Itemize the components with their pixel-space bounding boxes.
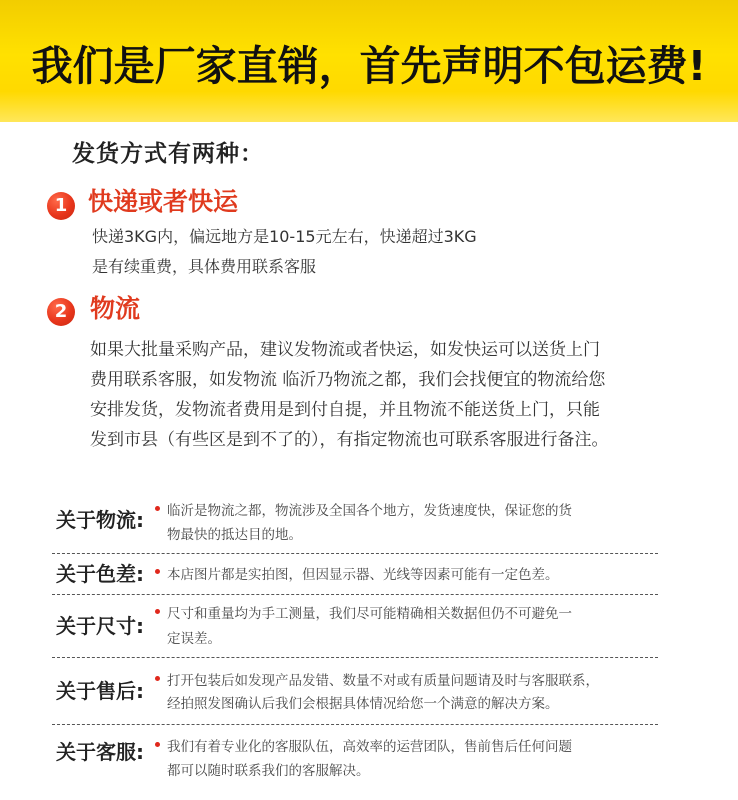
about-after-sales-line-2: 经拍照发图确认后我们会根据具体情况给您一个满意的解决方案。 xyxy=(167,696,559,712)
method-express-line-1: 快递3KG内，偏远地方是10-15元左右，快递超过3KG xyxy=(92,227,477,246)
method-logistics-line-4: 发到市县（有些区是到不了的），有指定物流也可联系客服进行备注。 xyxy=(90,430,609,450)
method-logistics-line-1: 如果大批量采购产品，建议发物流或者快运，如发快运可以送货上门 xyxy=(90,340,600,360)
number-badge-1: 1 xyxy=(47,192,75,220)
about-service-line-2: 都可以随时联系我们的客服解决。 xyxy=(167,763,370,779)
about-service-line-1: 我们有着专业化的客服队伍，高效率的运营团队，售前售后任何问题 xyxy=(167,739,572,755)
number-badge-2: 2 xyxy=(47,298,75,326)
dashed-divider xyxy=(52,553,658,554)
dashed-divider xyxy=(52,594,658,595)
method-title-express: 快递或者快运 xyxy=(88,187,239,216)
dashed-divider xyxy=(52,724,658,725)
method-logistics-line-3: 安排发货，发物流者费用是到付自提，并且物流不能送货上门，只能 xyxy=(90,400,600,420)
about-size-line-2: 定误差。 xyxy=(167,631,221,647)
shipping-intro-heading: 发货方式有两种： xyxy=(72,141,264,167)
method-express-line-2: 是有续重费，具体费用联系客服 xyxy=(92,257,317,276)
method-title-logistics: 物流 xyxy=(90,294,141,323)
bullet-dot xyxy=(155,609,160,614)
about-color-line-1: 本店图片都是实拍图，但因显示器、光线等因素可能有一定色差。 xyxy=(167,567,559,583)
banner-title: 我们是厂家直销，首先声明不包运费! xyxy=(31,42,707,90)
about-label-customer-service: 关于客服: xyxy=(56,740,144,764)
about-label-after-sales: 关于售后: xyxy=(56,679,144,703)
header-banner xyxy=(0,0,738,122)
about-label-size: 关于尺寸: xyxy=(56,614,144,638)
about-size-line-1: 尺寸和重量均为手工测量，我们尽可能精确相关数据但仍不可避免一 xyxy=(167,606,572,622)
bullet-dot xyxy=(155,742,160,747)
bullet-dot xyxy=(155,676,160,681)
bullet-dot xyxy=(155,569,160,574)
about-logistics-line-1: 临沂是物流之都，物流涉及全国各个地方，发货速度快，保证您的货 xyxy=(167,503,572,519)
about-label-color: 关于色差: xyxy=(56,562,144,586)
about-logistics-line-2: 物最快的抵达目的地。 xyxy=(167,527,302,543)
about-label-logistics: 关于物流: xyxy=(56,508,144,532)
about-after-sales-line-1: 打开包装后如发现产品发错、数量不对或有质量问题请及时与客服联系， xyxy=(167,673,599,689)
dashed-divider xyxy=(52,657,658,658)
method-logistics-line-2: 费用联系客服，如发物流 临沂乃物流之都，我们会找便宜的物流给您 xyxy=(90,370,606,390)
bullet-dot xyxy=(155,506,160,511)
